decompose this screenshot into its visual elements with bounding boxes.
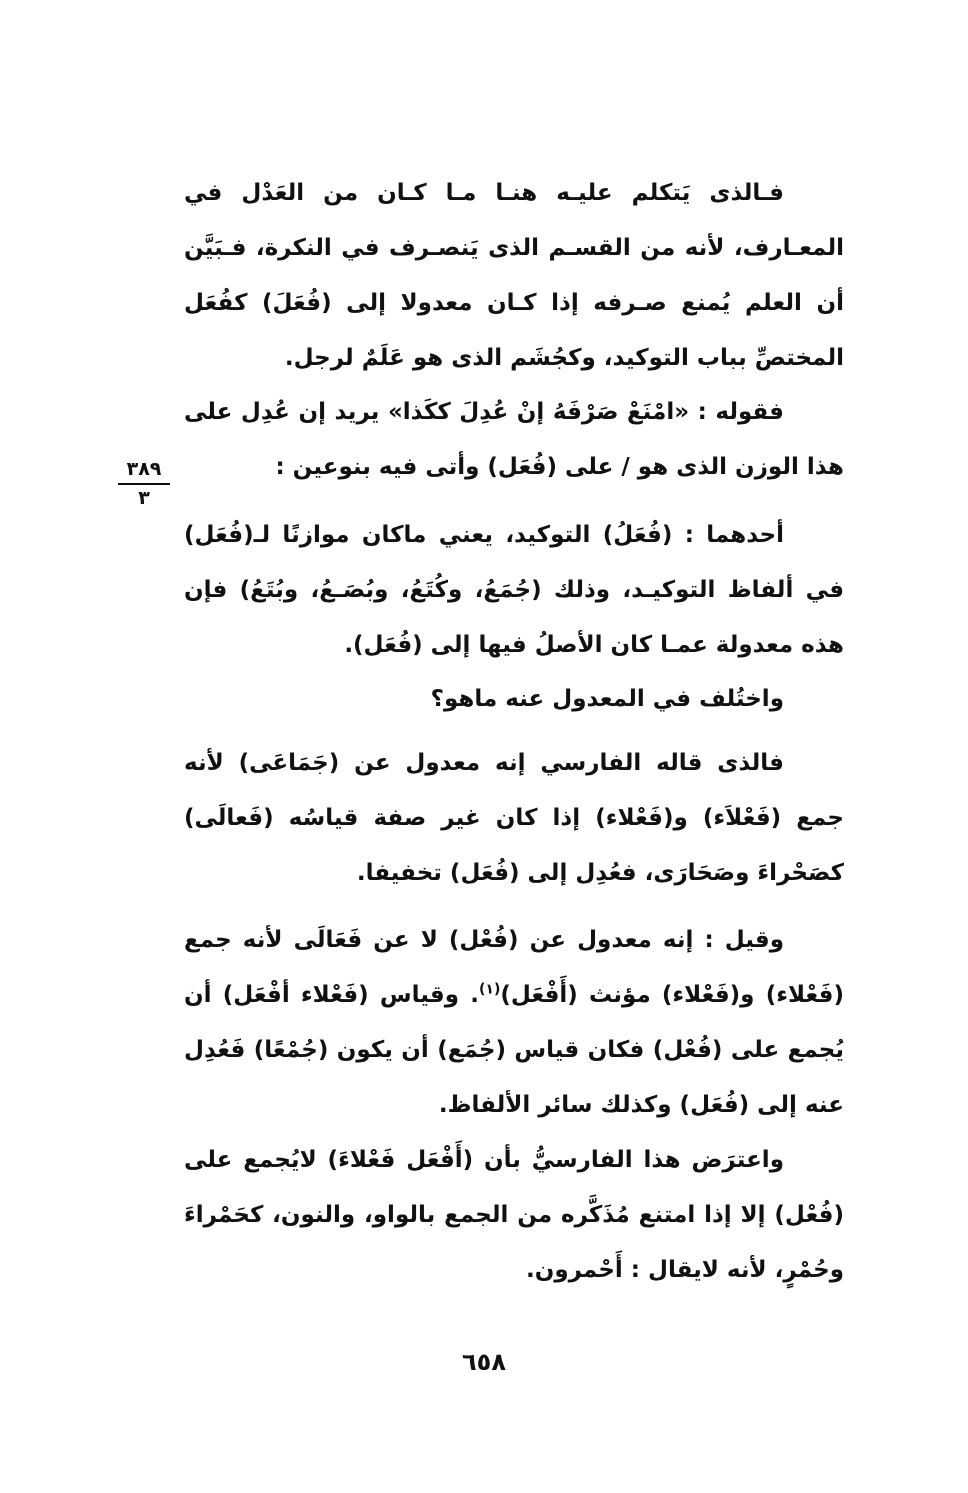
paragraph-4: واختُلف في المعدول عنه ماهو؟ [430,686,784,712]
main-text-6 [184,913,844,1133]
page-number: ٦٥٨ [462,1348,506,1376]
paragraph-3: أحدهما : (فُعَلُ) التوكيد، يعني ماكان موازنًا لـ(فُعَل) في ألفاظ التوكيـد، وذلك (جُمَعُ، وكُتَعُ، وبُصَـعُ، وبُتَعُ) فإن هذه معدولة عمـا كان الأصلُ فيها إلى (فُعَل). [184,522,844,658]
paragraph-2: فقوله : «امْنَعْ صَرْفَهُ إنْ عُدِلَ ككَذا» يريد إن عُدِل على هذا الوزن الذى هو / على (فُعَل) وأتى فيه بنوعين : [184,399,844,480]
paragraph-6 [184,913,844,1133]
margin-page-reference [118,458,170,509]
main-text-3 [184,508,844,673]
main-text-7 [184,1133,844,1298]
margin-note-bottom: ٣ [138,487,150,509]
margin-note-divider [118,483,170,485]
footnote-ref[interactable]: (١) [478,981,501,998]
paragraph-6-start: وقيل : إنه معدول عن (فُعْل) لا عن فَعَالَى لأنه جمع (فَعْلاء) و(فَعْلاء) مؤنث (أَفْعَل) [184,927,844,1008]
paragraph-6-end: الألفاظ. [438,1092,531,1118]
paragraph-5: فالذى قاله الفارسي إنه معدول عن (جَمَاعَى) لأنه جمع (فَعْلاَء) و(فَعْلاء) إذا كان غير صفة قياسُه (فَعالَى) كصَحْراءَ وصَحَارَى، فعُدِل إلى (فُعَل) تخفيفا. [184,750,844,886]
paragraph-6-continuation: . وقياس (فَعْلاء أفْعَل) أن يُجمع على (فُعْل) فكان قياس (جُمَع) أن يكون (جُمْعًا) فَعُدِل عنه إلى (فُعَل) وكذلك سائر [184,982,844,1118]
main-text-5 [184,736,844,901]
main-text-4 [184,672,844,727]
paragraph-1: فـالذى يَتكلم عليـه هنـا مـا كـان من العَدْل في المعـارف، لأنه من القسـم الذى يَنصـرف في النكرة، فـبَيَّن أن العلم يُمنع صـرفه إذا كـان معدولا إلى (فُعَلَ) كفُعَل المختصِّ بباب التوكيد، وكجُشَم الذى هو عَلَمٌ لرجل. [184,180,844,371]
main-text [184,166,844,386]
main-text-2 [184,385,844,495]
margin-note-top: ٣٨٩ [126,458,162,480]
paragraph-7: واعترَض هذا الفارسيُّ بأن (أَفْعَل فَعْلاءَ) لايُجمع على (فُعْل) إلا إذا امتنع مُذَكَّره من الجمع بالواو، والنون، كحَمْراءَ وحُمْرٍ، لأنه لايقال : أَحْمرون. [184,1147,844,1283]
